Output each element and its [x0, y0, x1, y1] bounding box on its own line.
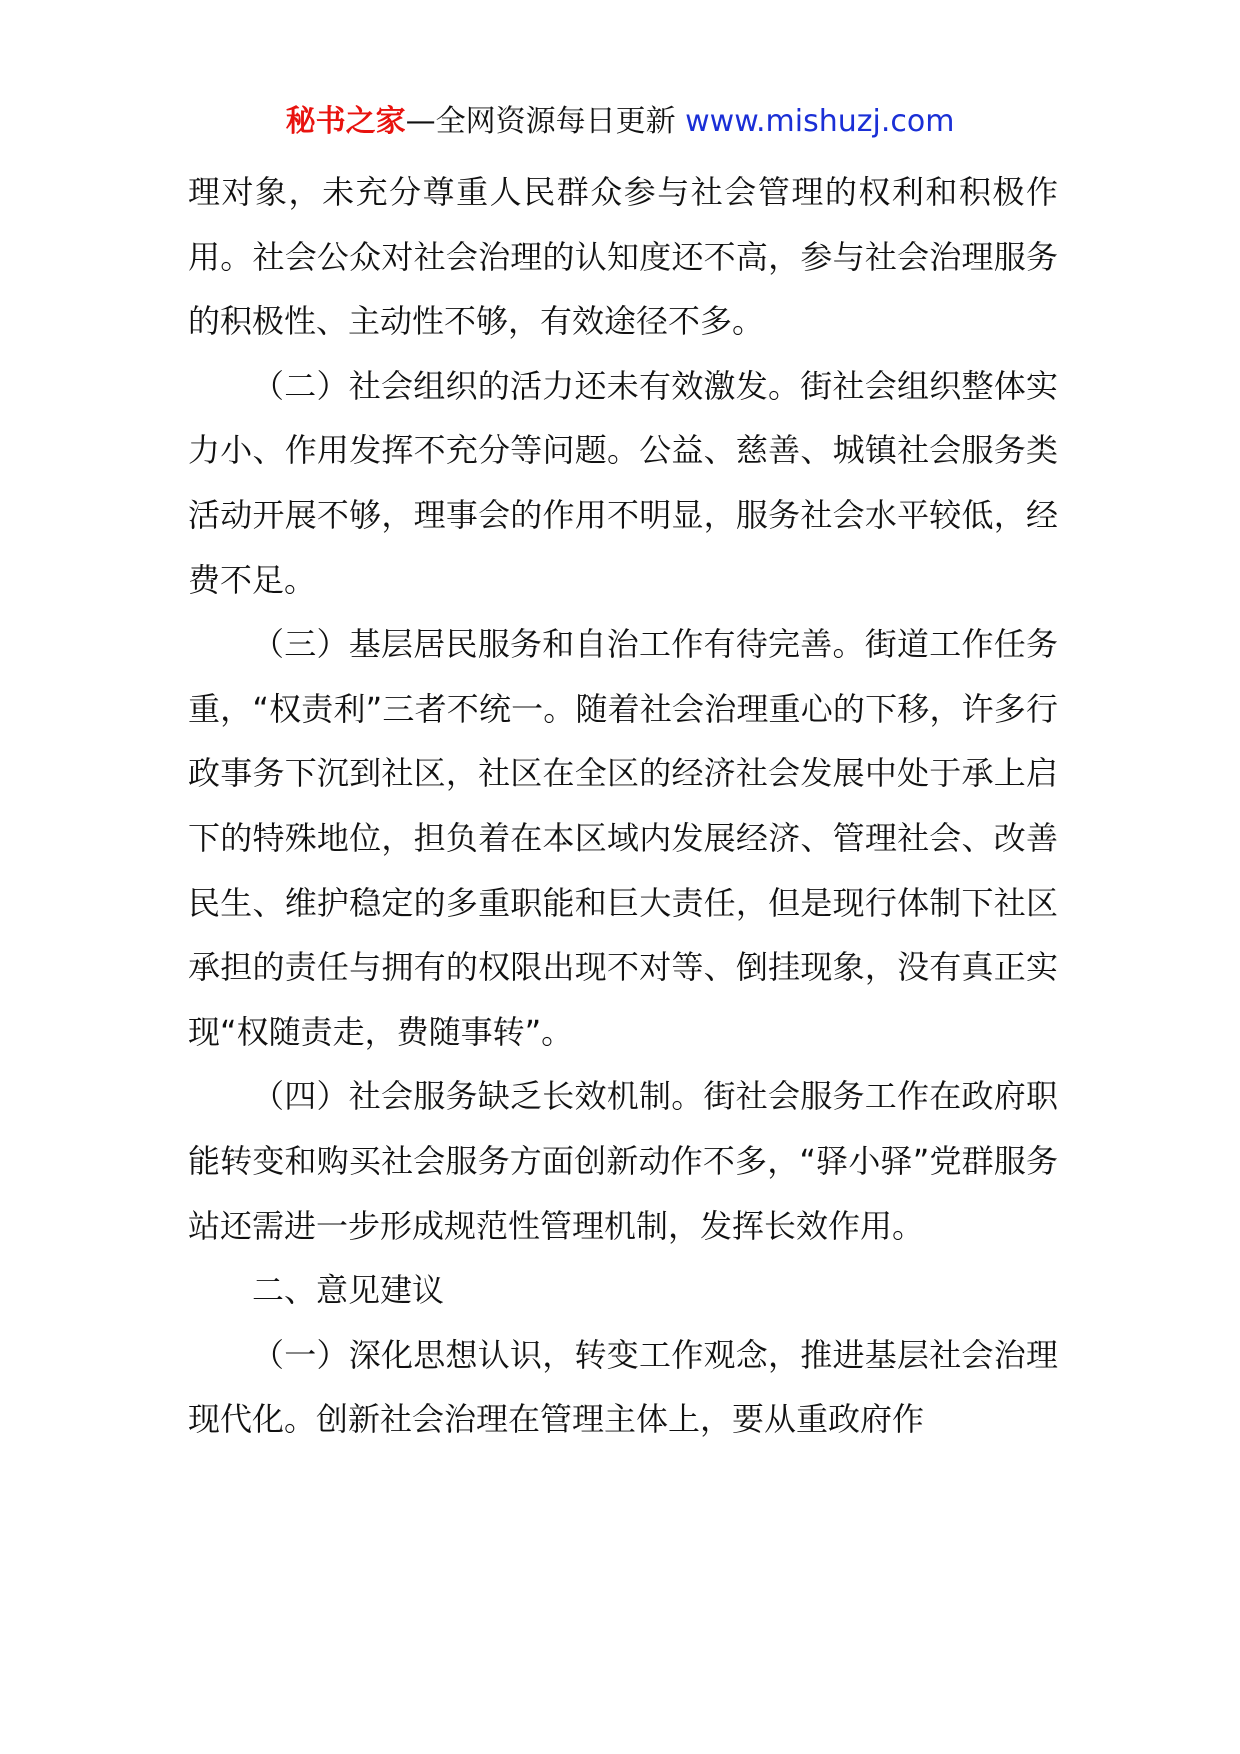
site-url[interactable]: www.mishuzj.com [685, 104, 955, 139]
paragraph-section-2: （二）社会组织的活力还未有效激发。街社会组织整体实力小、作用发挥不充分等问题。公益、慈善、城镇社会服务类活动开展不够，理事会的作用不明显，服务社会水平较低，经费不足。 [188, 366, 1058, 599]
paragraph-suggestion-1: （一）深化思想认识，转变工作观念，推进基层社会治理现代化。创新社会治理在管理主体上，要从重政府作 [188, 1335, 1058, 1439]
paragraph-section-4: （四）社会服务缺乏长效机制。街社会服务工作在政府职能转变和购买社会服务方面创新动作不多，“驿小驿”党群服务站还需进一步形成规范性管理机制，发挥长效作用。 [188, 1077, 1058, 1245]
brand-name: 秘书之家 [285, 104, 406, 139]
paragraph-continuation: 理对象，未充分尊重人民群众参与社会管理的权利和积极作用。社会公众对社会治理的认知度还不高，参与社会治理服务的积极性、主动性不够，有效途径不多。 [188, 173, 1058, 341]
site-header [0, 100, 1240, 144]
document-body [188, 160, 1058, 1452]
site-slogan: —全网资源每日更新 [405, 104, 676, 139]
paragraph-section-3: （三）基层居民服务和自治工作有待完善。街道工作任务重，“权责利”三者不统一。随着社会治理重心的下移，许多行政事务下沉到社区，社区在全区的经济社会发展中处于承上启下的特殊地位，担负着在本区域内发展经济、管理社会、改善民生、维护稳定的多重职能和巨大责任，但是现行体制下社区承担的责任与拥有的权限出现不对等、倒挂现象，没有真正实现“权随责走，费随事转”。 [188, 625, 1058, 1051]
section-heading-suggestions: 二、意见建议 [252, 1271, 445, 1310]
